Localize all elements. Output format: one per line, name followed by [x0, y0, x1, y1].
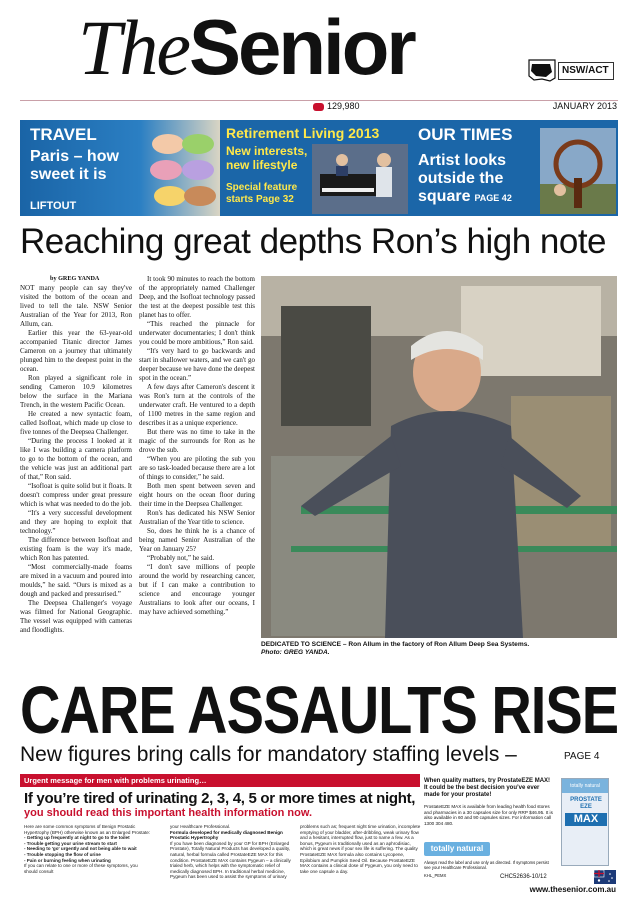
product-box-name: PROSTATE EZE — [570, 797, 602, 810]
factory-photo-image — [261, 276, 617, 638]
article-paragraph: So, does he think he is a chance of being named Senior Australian of the Year on January 25? — [139, 527, 255, 553]
article-photo[interactable] — [261, 276, 617, 638]
prostate-advertisement[interactable] — [20, 774, 618, 896]
ad-formula-heading: Formula developed for medically diagnosed Benign Prostatic Hypertrophy — [170, 829, 283, 841]
travel-heading: TRAVEL — [30, 125, 97, 144]
ad-product-title: When quality matters, try ProstateEZE MAX! It could be the best decision you’ve ever made for your prostate! — [424, 778, 551, 798]
retirement-heading: Retirement Living 2013 — [226, 125, 380, 141]
ad-symptom: - Trouble stopping the flow of urine — [24, 851, 101, 857]
ad-fine-print: Always read the label and use only as directed. If symptoms persist see your Healthcare Professional. — [424, 860, 549, 870]
article-paragraph: It took 90 minutes to reach the bottom of the appropriately named Challenger Deep, and the Isofloat technology passed the test at the deepest possible test this planet has to offer. — [139, 275, 255, 319]
ad-column-2 — [170, 824, 298, 880]
ad-lead: your Healthcare Professional. — [170, 824, 231, 829]
banner-travel[interactable] — [20, 120, 220, 216]
travel-tag: LIFTOUT — [30, 200, 77, 212]
article-headline[interactable]: Reaching great depths Ron’s high note — [20, 222, 607, 261]
ad-headline: If you’re tired of urinating 2, 3, 4, 5 or more times at night, — [24, 790, 416, 807]
our-times-heading: OUR TIMES — [418, 125, 513, 144]
article-column-1 — [20, 284, 132, 635]
article-paragraph: Both men spent between seven and eight hours on the ocean floor during their time in the Deepsea Challenger. — [139, 482, 255, 508]
article-paragraph: “Most commercially-made foams are mixed in a vacuum and poured into moulds,” he said. “Ours is mixed as a dough and packed and pressurised.” — [20, 563, 132, 598]
ad-symptom: - Needing to 'go' urgently and not being able to wait — [24, 846, 137, 852]
article-paragraph: “Isofloat is quite solid but it floats. It doesn't compress under great pressure which is what was needed to do the job. — [20, 482, 132, 508]
ad-subheadline: you should read this important health information now. — [24, 807, 313, 819]
ad-symptom: - Getting up frequently at night to go to the toilet — [24, 835, 130, 841]
ad-chc-number: CHC52636-10/12 — [500, 874, 547, 880]
photo-credit: Photo: GREG YANDA. — [261, 649, 330, 656]
issue-date: JANUARY 2013 — [552, 101, 617, 111]
article-paragraph: “It's a very successful development and they are hoping to exploit that technology.” — [20, 509, 132, 535]
lead-subhead: New figures bring calls for mandatory staffing levels – — [20, 743, 517, 766]
ad-intro: Here are some common symptoms of Benign Prostatic Hypertrophy (BPH) otherwise known as an Enlarged Prostate: — [24, 824, 151, 835]
ad-symptom: - Pain or burning feeling when urinating — [24, 857, 111, 863]
nsw-map-icon — [528, 58, 556, 82]
masthead-the: The — [78, 4, 189, 91]
article-paragraph: “Probably not,” he said. — [147, 554, 215, 562]
banner-retirement[interactable] — [220, 120, 410, 216]
product-box-brand-bar: totally natural — [562, 779, 608, 793]
article-paragraph: A few days after Cameron's descent it was Ron's turn at the controls of the underwater craft. He ventured to a depth of 1100 metres in the same region and describes it as a unique experience. — [139, 383, 255, 427]
australia-flag-icon — [594, 870, 616, 884]
article-paragraph: “It's very hard to go backwards and start in shallower waters, and we can't go deeper because we have done the deepest spot in the ocean.” — [139, 347, 255, 382]
article-paragraph: The Deepsea Challenger's voyage was filmed for National Geographic. The vessel was equipped with cameras and floodlights. — [20, 599, 132, 634]
masthead — [0, 0, 639, 120]
photo-caption-text: DEDICATED TO SCIENCE – Ron Allum in the factory of Ron Allum Deep Sea Systems. — [261, 641, 530, 648]
article-paragraph: “When you are piloting the sub you are so task-loaded because there are a lot of things to consider,” he said. — [139, 455, 255, 481]
article-paragraph: “I don't save millions of people around the world by researching cancer, but if I can make a contribution to science and encourage younger Australians to look after our oceans, I may have achieved something.” — [139, 563, 255, 616]
ad-formula-body: If you have been diagnosed by your GP for BPH (Enlarged Prostate), Totally Natural Products has developed a quality, natural, herbal formula called ProstateEZE MAX for this condition. ProstateEZE MAX contains Pygeum – a clinically trialed herb, which helps with the symptomatic relief of medically diagnosed BPH. In traditional herbal medicine, Pygeum has been used to assist the symptoms of urinary — [170, 840, 291, 880]
product-box-image — [561, 778, 609, 866]
article-paragraph: But there was no time to take in the magic of the surrounds for Ron as he drove the sub. — [139, 428, 255, 454]
region-label: NSW/ACT — [558, 62, 614, 80]
piano-photo — [312, 144, 408, 214]
retirement-special: Special feature starts Page 32 — [226, 182, 298, 205]
sculpture-photo — [540, 128, 616, 214]
product-box-max: MAX — [565, 813, 607, 826]
macarons-image — [148, 130, 218, 212]
travel-subline: Paris – how sweet it is — [30, 148, 119, 183]
photo-caption — [261, 641, 617, 657]
article-paragraph: Earlier this year the 63-year-old accompanied Titanic director James Cameron on a journey that ultimately plunged him to the deepest point in the ocean. — [20, 329, 132, 373]
article-paragraph: Ron's has dedicated his NSW Senior Australian of the Year title to science. — [139, 509, 255, 526]
banner-our-times[interactable] — [410, 120, 618, 216]
our-times-subline-text: Artist looks outside the square — [418, 152, 507, 205]
circulation-count: 129,980 — [327, 101, 360, 111]
lead-page-ref: PAGE 4 — [564, 751, 600, 762]
ad-outro: If you can relate to one or more of these symptoms, you should consult — [24, 863, 138, 874]
ad-column-3 — [300, 824, 422, 874]
feature-banner — [20, 120, 618, 216]
website-link[interactable]: www.thesenior.com.au — [529, 885, 616, 894]
ad-strip: Urgent message for men with problems urinating… — [20, 774, 420, 787]
our-times-page: PAGE 42 — [474, 193, 512, 203]
article-byline: by GREG YANDA — [50, 275, 100, 282]
article-paragraph: “This reached the pinnacle for underwater documentaries; I don't think you could be more ambitious,” Ron said. — [139, 320, 255, 346]
lead-headline[interactable]: CARE ASSAULTS RISE — [20, 671, 619, 748]
article-paragraph: He created a new syntactic foam, called Isofloat, which made up close to five tonnes of the Deepsea Challenger. — [20, 410, 132, 436]
ad-product-body: ProstateEZE MAX is available from leading health food stores and pharmacies in a 30 capsules size for only RRP $46.95. It is also available in 60 and 90 capsules sizes. For information call 1300 304 480. — [424, 804, 553, 826]
masthead-title[interactable] — [78, 2, 414, 93]
article-paragraph: NOT many people can say they've visited the bottom of the ocean and lived to tell the tale. NSW Senior Australian of the Year for 2013, Ron Allum, can. — [20, 284, 132, 328]
ad-column-1 — [24, 824, 152, 874]
ad-body — [20, 824, 422, 894]
masthead-senior: Senior — [189, 3, 414, 91]
ad-product-panel — [424, 774, 618, 896]
totally-natural-logo: totally natural — [424, 842, 490, 856]
article-paragraph: The difference between Isofloat and existing foam is the way it's made, which Ron has patented. — [20, 536, 132, 562]
circulation-badge-icon — [313, 103, 324, 111]
ad-pygeum-body: problems such as; frequent night time urination, incomplete emptying of your bladder, after-dribbling, weak urinary flow and a hesitant, interrupted flow, just to name a few. As a bonus, Pygeum is traditionally used as an aphrodisiac, which is great news if your sex life is suffering. The quality ProstateEZE MAX formula also contains Lycopene, Epilobium and Pumpkin Seed Oil. Because ProstateEZE MAX contains a clinical dose of Pygeum, you only need to take one capsule a day. — [300, 824, 421, 874]
our-times-subline — [418, 152, 538, 207]
retirement-subline: New interests, new lifestyle — [226, 144, 308, 172]
article-paragraph: “During the process I looked at it like I was building a camera platform to go to the bottom of the ocean, and the vehicle was just an additional part of that,” Ron said. — [20, 437, 132, 481]
masthead-rule — [20, 100, 618, 101]
ad-symptom: - Trouble getting your urine stream to start — [24, 840, 117, 846]
ad-code: KHL_PEMX — [424, 873, 447, 878]
article-column-2 — [139, 275, 255, 617]
article-paragraph: Ron played a significant role in sending Cameron 10.9 kilometres below the surface in the Mariana Trench, in the western Pacific Ocean. — [20, 374, 132, 409]
